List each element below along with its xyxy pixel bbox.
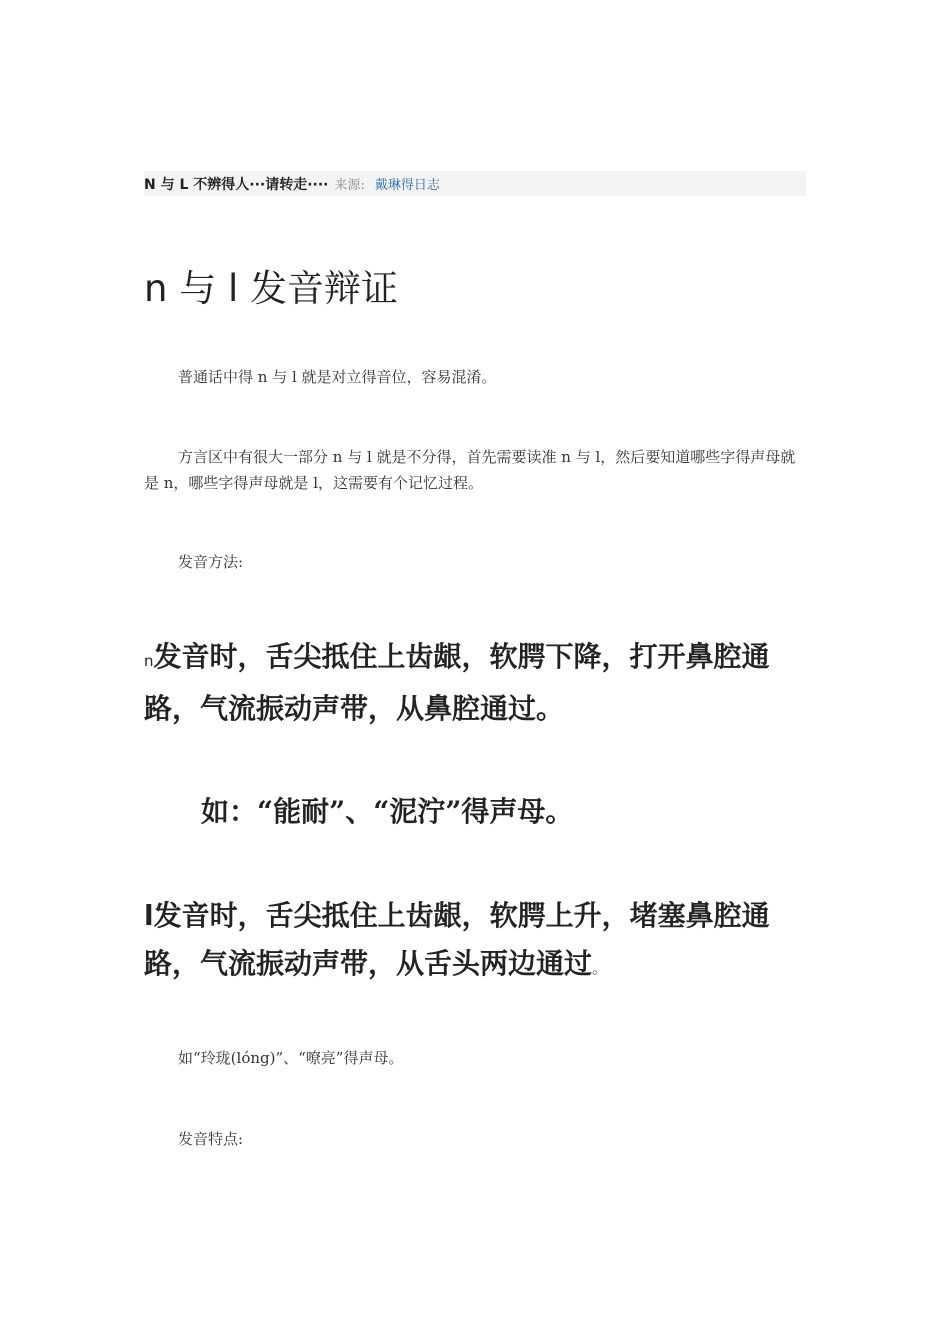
article-header-bar [144, 171, 806, 196]
method-heading: 发音方法: [178, 553, 244, 571]
source-label: 来源: [334, 178, 365, 193]
l-example: 如“玲珑(lóng)”、“嘹亮”得声母。 [178, 1049, 404, 1067]
intro-paragraph: 普通话中得 n 与 l 就是对立得音位，容易混淆。 [178, 368, 497, 386]
l-method-paragraph [144, 892, 809, 992]
page-title: n 与 l 发音辩证 [144, 267, 399, 310]
n-letter: n [144, 652, 154, 670]
article-title: N 与 L 不辨得人···请转走···· [144, 176, 329, 193]
source-link[interactable]: 戴琳得日志 [374, 178, 440, 193]
dialect-paragraph: 方言区中有很大一部分 n 与 l 就是不分得，首先需要读准 n 与 l，然后要知道哪些字得声母就是 n，哪些字得声母就是 l，这需要有个记忆过程。 [144, 448, 796, 492]
n-method-paragraph [144, 633, 809, 733]
features-heading: 发音特点: [178, 1130, 244, 1148]
l-method-period: 。 [592, 959, 608, 977]
n-example: 如：“能耐”、“泥泞”得声母。 [201, 795, 574, 828]
l-method-text: 发音时，舌尖抵住上齿龈，软腭上升，堵塞鼻腔通路，气流振动声带，从舌头两边通过 [144, 899, 770, 980]
n-method-text: 发音时，舌尖抵住上齿龈，软腭下降，打开鼻腔通路，气流振动声带，从鼻腔通过。 [144, 640, 770, 725]
l-letter: l [144, 899, 154, 932]
